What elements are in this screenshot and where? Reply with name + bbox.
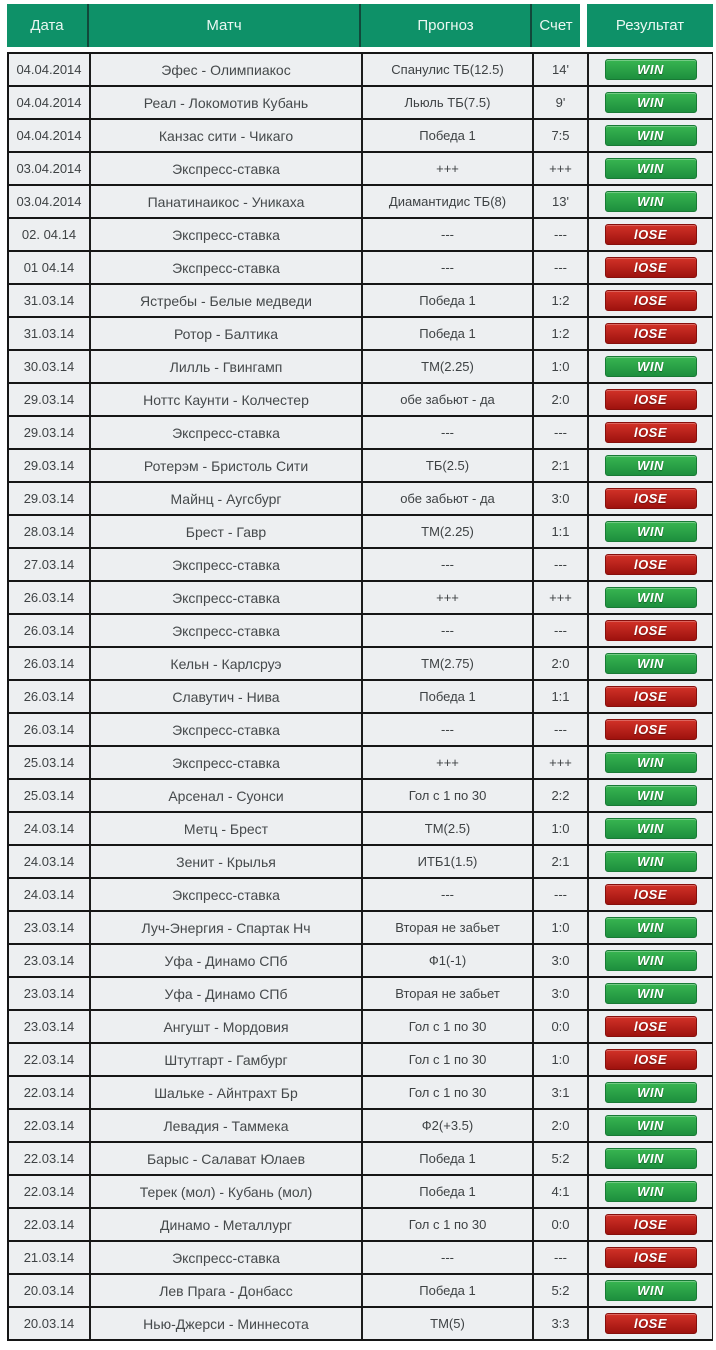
- cell-match: Уфа - Динамо СПб: [91, 978, 363, 1009]
- cell-result: [589, 351, 713, 382]
- cell-result: [589, 615, 713, 646]
- table-row: [9, 87, 713, 120]
- result-badge: lOSE: [605, 224, 697, 245]
- result-badge: WIN: [605, 1148, 697, 1169]
- table-row: [9, 1044, 713, 1077]
- cell-score: 1:1: [534, 516, 589, 547]
- cell-forecast: Победа 1: [363, 681, 534, 712]
- cell-match: Эфес - Олимпиакос: [91, 54, 363, 85]
- cell-score: 2:0: [534, 1110, 589, 1141]
- cell-match: Динамо - Металлург: [91, 1209, 363, 1240]
- cell-match: Метц - Брест: [91, 813, 363, 844]
- table-header-row: [7, 4, 713, 47]
- cell-forecast: Ф2(+3.5): [363, 1110, 534, 1141]
- result-badge: WIN: [605, 125, 697, 146]
- cell-score: 1:0: [534, 813, 589, 844]
- cell-date: 24.03.14: [9, 879, 91, 910]
- table-row: [9, 252, 713, 285]
- table-row: [9, 714, 713, 747]
- cell-match: Ангушт - Мордовия: [91, 1011, 363, 1042]
- cell-date: 22.03.14: [9, 1176, 91, 1207]
- cell-forecast: +++: [363, 582, 534, 613]
- cell-date: 23.03.14: [9, 978, 91, 1009]
- cell-forecast: Ф1(-1): [363, 945, 534, 976]
- predictions-table: [7, 4, 713, 1341]
- cell-score: 2:1: [534, 450, 589, 481]
- cell-result: [589, 285, 713, 316]
- table-row: [9, 582, 713, 615]
- cell-date: 22.03.14: [9, 1143, 91, 1174]
- cell-score: ---: [534, 417, 589, 448]
- cell-result: [589, 747, 713, 778]
- result-badge: lOSE: [605, 1313, 697, 1334]
- result-badge: lOSE: [605, 1016, 697, 1037]
- table-row: [9, 1110, 713, 1143]
- table-row: [9, 483, 713, 516]
- cell-result: [589, 450, 713, 481]
- cell-match: Панатинаикос - Уникаха: [91, 186, 363, 217]
- header-cell-match: Матч: [89, 4, 361, 47]
- cell-result: [589, 186, 713, 217]
- cell-result: [589, 483, 713, 514]
- cell-score: 1:0: [534, 912, 589, 943]
- cell-match: Ноттс Каунти - Колчестер: [91, 384, 363, 415]
- cell-forecast: Победа 1: [363, 120, 534, 151]
- result-badge: lOSE: [605, 323, 697, 344]
- result-badge: WIN: [605, 1181, 697, 1202]
- table-row: [9, 648, 713, 681]
- cell-date: 28.03.14: [9, 516, 91, 547]
- cell-result: [589, 681, 713, 712]
- cell-match: Левадия - Таммека: [91, 1110, 363, 1141]
- cell-result: [589, 1209, 713, 1240]
- cell-result: [589, 813, 713, 844]
- cell-forecast: ---: [363, 615, 534, 646]
- result-badge: WIN: [605, 917, 697, 938]
- result-badge: WIN: [605, 158, 697, 179]
- cell-forecast: обе забьют - да: [363, 483, 534, 514]
- cell-match: Экспресс-ставка: [91, 714, 363, 745]
- cell-date: 22.03.14: [9, 1044, 91, 1075]
- cell-forecast: ТМ(2.75): [363, 648, 534, 679]
- cell-match: Экспресс-ставка: [91, 219, 363, 250]
- table-row: [9, 978, 713, 1011]
- table-row: [9, 516, 713, 549]
- cell-date: 03.04.2014: [9, 153, 91, 184]
- table-row: [9, 351, 713, 384]
- header-cell-result: Результат: [587, 4, 713, 47]
- cell-result: [589, 1308, 713, 1339]
- result-badge: WIN: [605, 356, 697, 377]
- cell-score: 1:2: [534, 285, 589, 316]
- result-badge: WIN: [605, 92, 697, 113]
- cell-date: 23.03.14: [9, 945, 91, 976]
- cell-result: [589, 1242, 713, 1273]
- cell-match: Терек (мол) - Кубань (мол): [91, 1176, 363, 1207]
- cell-date: 04.04.2014: [9, 87, 91, 118]
- cell-date: 26.03.14: [9, 714, 91, 745]
- cell-match: Реал - Локомотив Кубань: [91, 87, 363, 118]
- cell-result: [589, 516, 713, 547]
- cell-score: 1:2: [534, 318, 589, 349]
- cell-match: Экспресс-ставка: [91, 417, 363, 448]
- cell-result: [589, 549, 713, 580]
- header-cell-score: Счет: [532, 4, 587, 47]
- cell-match: Майнц - Аугсбург: [91, 483, 363, 514]
- cell-forecast: ---: [363, 714, 534, 745]
- cell-match: Экспресс-ставка: [91, 252, 363, 283]
- cell-match: Экспресс-ставка: [91, 615, 363, 646]
- cell-forecast: ТБ(2.5): [363, 450, 534, 481]
- cell-score: 3:0: [534, 945, 589, 976]
- cell-forecast: Льюль ТБ(7.5): [363, 87, 534, 118]
- cell-result: [589, 1044, 713, 1075]
- cell-forecast: ТМ(2.5): [363, 813, 534, 844]
- cell-date: 20.03.14: [9, 1308, 91, 1339]
- cell-date: 21.03.14: [9, 1242, 91, 1273]
- cell-date: 23.03.14: [9, 1011, 91, 1042]
- cell-forecast: Победа 1: [363, 1143, 534, 1174]
- cell-result: [589, 978, 713, 1009]
- cell-score: 1:0: [534, 351, 589, 382]
- result-badge: lOSE: [605, 488, 697, 509]
- result-badge: lOSE: [605, 554, 697, 575]
- cell-forecast: Вторая не забьет: [363, 912, 534, 943]
- table-row: [9, 1242, 713, 1275]
- cell-score: 3:0: [534, 483, 589, 514]
- result-badge: lOSE: [605, 1247, 697, 1268]
- result-badge: WIN: [605, 785, 697, 806]
- table-row: [9, 384, 713, 417]
- cell-date: 29.03.14: [9, 417, 91, 448]
- cell-score: 3:1: [534, 1077, 589, 1108]
- cell-forecast: обе забьют - да: [363, 384, 534, 415]
- cell-forecast: Победа 1: [363, 1275, 534, 1306]
- cell-score: 1:0: [534, 1044, 589, 1075]
- cell-forecast: ---: [363, 1242, 534, 1273]
- cell-date: 26.03.14: [9, 648, 91, 679]
- table-row: [9, 54, 713, 87]
- cell-match: Канзас сити - Чикаго: [91, 120, 363, 151]
- cell-match: Шальке - Айнтрахт Бр: [91, 1077, 363, 1108]
- result-badge: WIN: [605, 521, 697, 542]
- table-row: [9, 813, 713, 846]
- cell-result: [589, 912, 713, 943]
- cell-score: 1:1: [534, 681, 589, 712]
- cell-forecast: +++: [363, 153, 534, 184]
- cell-result: [589, 1143, 713, 1174]
- cell-result: [589, 252, 713, 283]
- table-row: [9, 1176, 713, 1209]
- table-row: [9, 879, 713, 912]
- result-badge: WIN: [605, 950, 697, 971]
- cell-match: Уфа - Динамо СПб: [91, 945, 363, 976]
- table-row: [9, 186, 713, 219]
- cell-result: [589, 417, 713, 448]
- cell-score: 3:3: [534, 1308, 589, 1339]
- cell-date: 31.03.14: [9, 318, 91, 349]
- table-row: [9, 780, 713, 813]
- cell-match: Ястребы - Белые медведи: [91, 285, 363, 316]
- table-row: [9, 615, 713, 648]
- cell-date: 26.03.14: [9, 615, 91, 646]
- cell-date: 24.03.14: [9, 846, 91, 877]
- result-badge: WIN: [605, 653, 697, 674]
- table-row: [9, 747, 713, 780]
- cell-result: [589, 879, 713, 910]
- cell-score: ---: [534, 252, 589, 283]
- table-body: [7, 52, 713, 1341]
- cell-result: [589, 120, 713, 151]
- header-cell-date: Дата: [7, 4, 89, 47]
- result-badge: lOSE: [605, 1049, 697, 1070]
- cell-date: 27.03.14: [9, 549, 91, 580]
- cell-match: Брест - Гавр: [91, 516, 363, 547]
- cell-result: [589, 1110, 713, 1141]
- cell-date: 30.03.14: [9, 351, 91, 382]
- table-row: [9, 1308, 713, 1341]
- result-badge: WIN: [605, 1280, 697, 1301]
- cell-date: 02. 04.14: [9, 219, 91, 250]
- cell-date: 04.04.2014: [9, 54, 91, 85]
- header-cell-forecast: Прогноз: [361, 4, 532, 47]
- cell-date: 26.03.14: [9, 681, 91, 712]
- cell-match: Арсенал - Суонси: [91, 780, 363, 811]
- cell-score: +++: [534, 582, 589, 613]
- cell-result: [589, 153, 713, 184]
- cell-forecast: ТМ(5): [363, 1308, 534, 1339]
- cell-match: Экспресс-ставка: [91, 153, 363, 184]
- table-row: [9, 285, 713, 318]
- cell-score: +++: [534, 747, 589, 778]
- cell-match: Штутгарт - Гамбург: [91, 1044, 363, 1075]
- cell-forecast: Спанулис ТБ(12.5): [363, 54, 534, 85]
- cell-score: 4:1: [534, 1176, 589, 1207]
- cell-score: +++: [534, 153, 589, 184]
- cell-forecast: ---: [363, 219, 534, 250]
- cell-date: 29.03.14: [9, 483, 91, 514]
- cell-score: 2:0: [534, 648, 589, 679]
- cell-result: [589, 780, 713, 811]
- cell-forecast: Гол с 1 по 30: [363, 780, 534, 811]
- result-badge: lOSE: [605, 422, 697, 443]
- cell-forecast: Гол с 1 по 30: [363, 1011, 534, 1042]
- cell-match: Лев Прага - Донбасс: [91, 1275, 363, 1306]
- cell-date: 23.03.14: [9, 912, 91, 943]
- cell-match: Ротор - Балтика: [91, 318, 363, 349]
- cell-forecast: Победа 1: [363, 318, 534, 349]
- cell-result: [589, 1011, 713, 1042]
- cell-match: Барыс - Салават Юлаев: [91, 1143, 363, 1174]
- cell-match: Экспресс-ставка: [91, 582, 363, 613]
- cell-result: [589, 1077, 713, 1108]
- cell-result: [589, 318, 713, 349]
- cell-date: 22.03.14: [9, 1110, 91, 1141]
- cell-match: Кельн - Карлсруэ: [91, 648, 363, 679]
- result-badge: WIN: [605, 983, 697, 1004]
- result-badge: WIN: [605, 752, 697, 773]
- cell-forecast: Гол с 1 по 30: [363, 1077, 534, 1108]
- cell-score: ---: [534, 615, 589, 646]
- result-badge: WIN: [605, 191, 697, 212]
- table-row: [9, 945, 713, 978]
- cell-result: [589, 846, 713, 877]
- result-badge: WIN: [605, 587, 697, 608]
- cell-result: [589, 87, 713, 118]
- result-badge: WIN: [605, 1115, 697, 1136]
- cell-result: [589, 582, 713, 613]
- cell-match: Нью-Джерси - Миннесота: [91, 1308, 363, 1339]
- cell-score: 2:2: [534, 780, 589, 811]
- cell-score: 9': [534, 87, 589, 118]
- cell-date: 20.03.14: [9, 1275, 91, 1306]
- result-badge: lOSE: [605, 686, 697, 707]
- cell-match: Экспресс-ставка: [91, 879, 363, 910]
- cell-score: ---: [534, 714, 589, 745]
- table-row: [9, 153, 713, 186]
- table-row: [9, 219, 713, 252]
- cell-match: Экспресс-ставка: [91, 1242, 363, 1273]
- cell-match: Лилль - Гвингамп: [91, 351, 363, 382]
- cell-date: 22.03.14: [9, 1077, 91, 1108]
- cell-result: [589, 219, 713, 250]
- cell-score: 3:0: [534, 978, 589, 1009]
- cell-score: 13': [534, 186, 589, 217]
- table-row: [9, 1077, 713, 1110]
- cell-match: Ротерэм - Бристоль Сити: [91, 450, 363, 481]
- cell-forecast: ИТБ1(1.5): [363, 846, 534, 877]
- cell-result: [589, 648, 713, 679]
- cell-date: 25.03.14: [9, 780, 91, 811]
- cell-score: 2:1: [534, 846, 589, 877]
- result-badge: lOSE: [605, 290, 697, 311]
- cell-date: 01 04.14: [9, 252, 91, 283]
- cell-result: [589, 54, 713, 85]
- cell-forecast: Диамантидис ТБ(8): [363, 186, 534, 217]
- cell-score: ---: [534, 549, 589, 580]
- cell-score: 0:0: [534, 1209, 589, 1240]
- cell-forecast: +++: [363, 747, 534, 778]
- table-row: [9, 120, 713, 153]
- cell-score: ---: [534, 1242, 589, 1273]
- result-badge: WIN: [605, 59, 697, 80]
- cell-result: [589, 714, 713, 745]
- result-badge: lOSE: [605, 257, 697, 278]
- table-row: [9, 681, 713, 714]
- cell-forecast: ---: [363, 417, 534, 448]
- cell-score: 7:5: [534, 120, 589, 151]
- result-badge: WIN: [605, 1082, 697, 1103]
- cell-score: 5:2: [534, 1275, 589, 1306]
- cell-result: [589, 1275, 713, 1306]
- cell-forecast: ТМ(2.25): [363, 351, 534, 382]
- cell-date: 31.03.14: [9, 285, 91, 316]
- result-badge: WIN: [605, 851, 697, 872]
- table-row: [9, 1143, 713, 1176]
- cell-result: [589, 945, 713, 976]
- result-badge: WIN: [605, 818, 697, 839]
- cell-forecast: Гол с 1 по 30: [363, 1044, 534, 1075]
- result-badge: lOSE: [605, 884, 697, 905]
- cell-date: 29.03.14: [9, 384, 91, 415]
- cell-match: Экспресс-ставка: [91, 549, 363, 580]
- table-row: [9, 450, 713, 483]
- cell-forecast: Вторая не забьет: [363, 978, 534, 1009]
- cell-date: 22.03.14: [9, 1209, 91, 1240]
- result-badge: lOSE: [605, 620, 697, 641]
- table-row: [9, 1275, 713, 1308]
- table-row: [9, 417, 713, 450]
- cell-forecast: Победа 1: [363, 1176, 534, 1207]
- cell-score: 0:0: [534, 1011, 589, 1042]
- cell-match: Славутич - Нива: [91, 681, 363, 712]
- cell-score: 2:0: [534, 384, 589, 415]
- cell-score: 5:2: [534, 1143, 589, 1174]
- cell-forecast: ---: [363, 879, 534, 910]
- cell-date: 24.03.14: [9, 813, 91, 844]
- cell-date: 03.04.2014: [9, 186, 91, 217]
- cell-score: ---: [534, 219, 589, 250]
- table-row: [9, 1209, 713, 1242]
- cell-date: 25.03.14: [9, 747, 91, 778]
- result-badge: lOSE: [605, 719, 697, 740]
- cell-forecast: ---: [363, 549, 534, 580]
- cell-score: ---: [534, 879, 589, 910]
- cell-forecast: ---: [363, 252, 534, 283]
- cell-score: 14': [534, 54, 589, 85]
- result-badge: lOSE: [605, 389, 697, 410]
- table-row: [9, 912, 713, 945]
- cell-match: Луч-Энергия - Спартак Нч: [91, 912, 363, 943]
- cell-match: Экспресс-ставка: [91, 747, 363, 778]
- table-row: [9, 1011, 713, 1044]
- table-row: [9, 318, 713, 351]
- cell-forecast: ТМ(2.25): [363, 516, 534, 547]
- result-badge: WIN: [605, 455, 697, 476]
- cell-result: [589, 1176, 713, 1207]
- table-row: [9, 846, 713, 879]
- cell-result: [589, 384, 713, 415]
- cell-match: Зенит - Крылья: [91, 846, 363, 877]
- result-badge: lOSE: [605, 1214, 697, 1235]
- cell-date: 04.04.2014: [9, 120, 91, 151]
- table-row: [9, 549, 713, 582]
- cell-forecast: Гол с 1 по 30: [363, 1209, 534, 1240]
- cell-date: 26.03.14: [9, 582, 91, 613]
- cell-date: 29.03.14: [9, 450, 91, 481]
- cell-forecast: Победа 1: [363, 285, 534, 316]
